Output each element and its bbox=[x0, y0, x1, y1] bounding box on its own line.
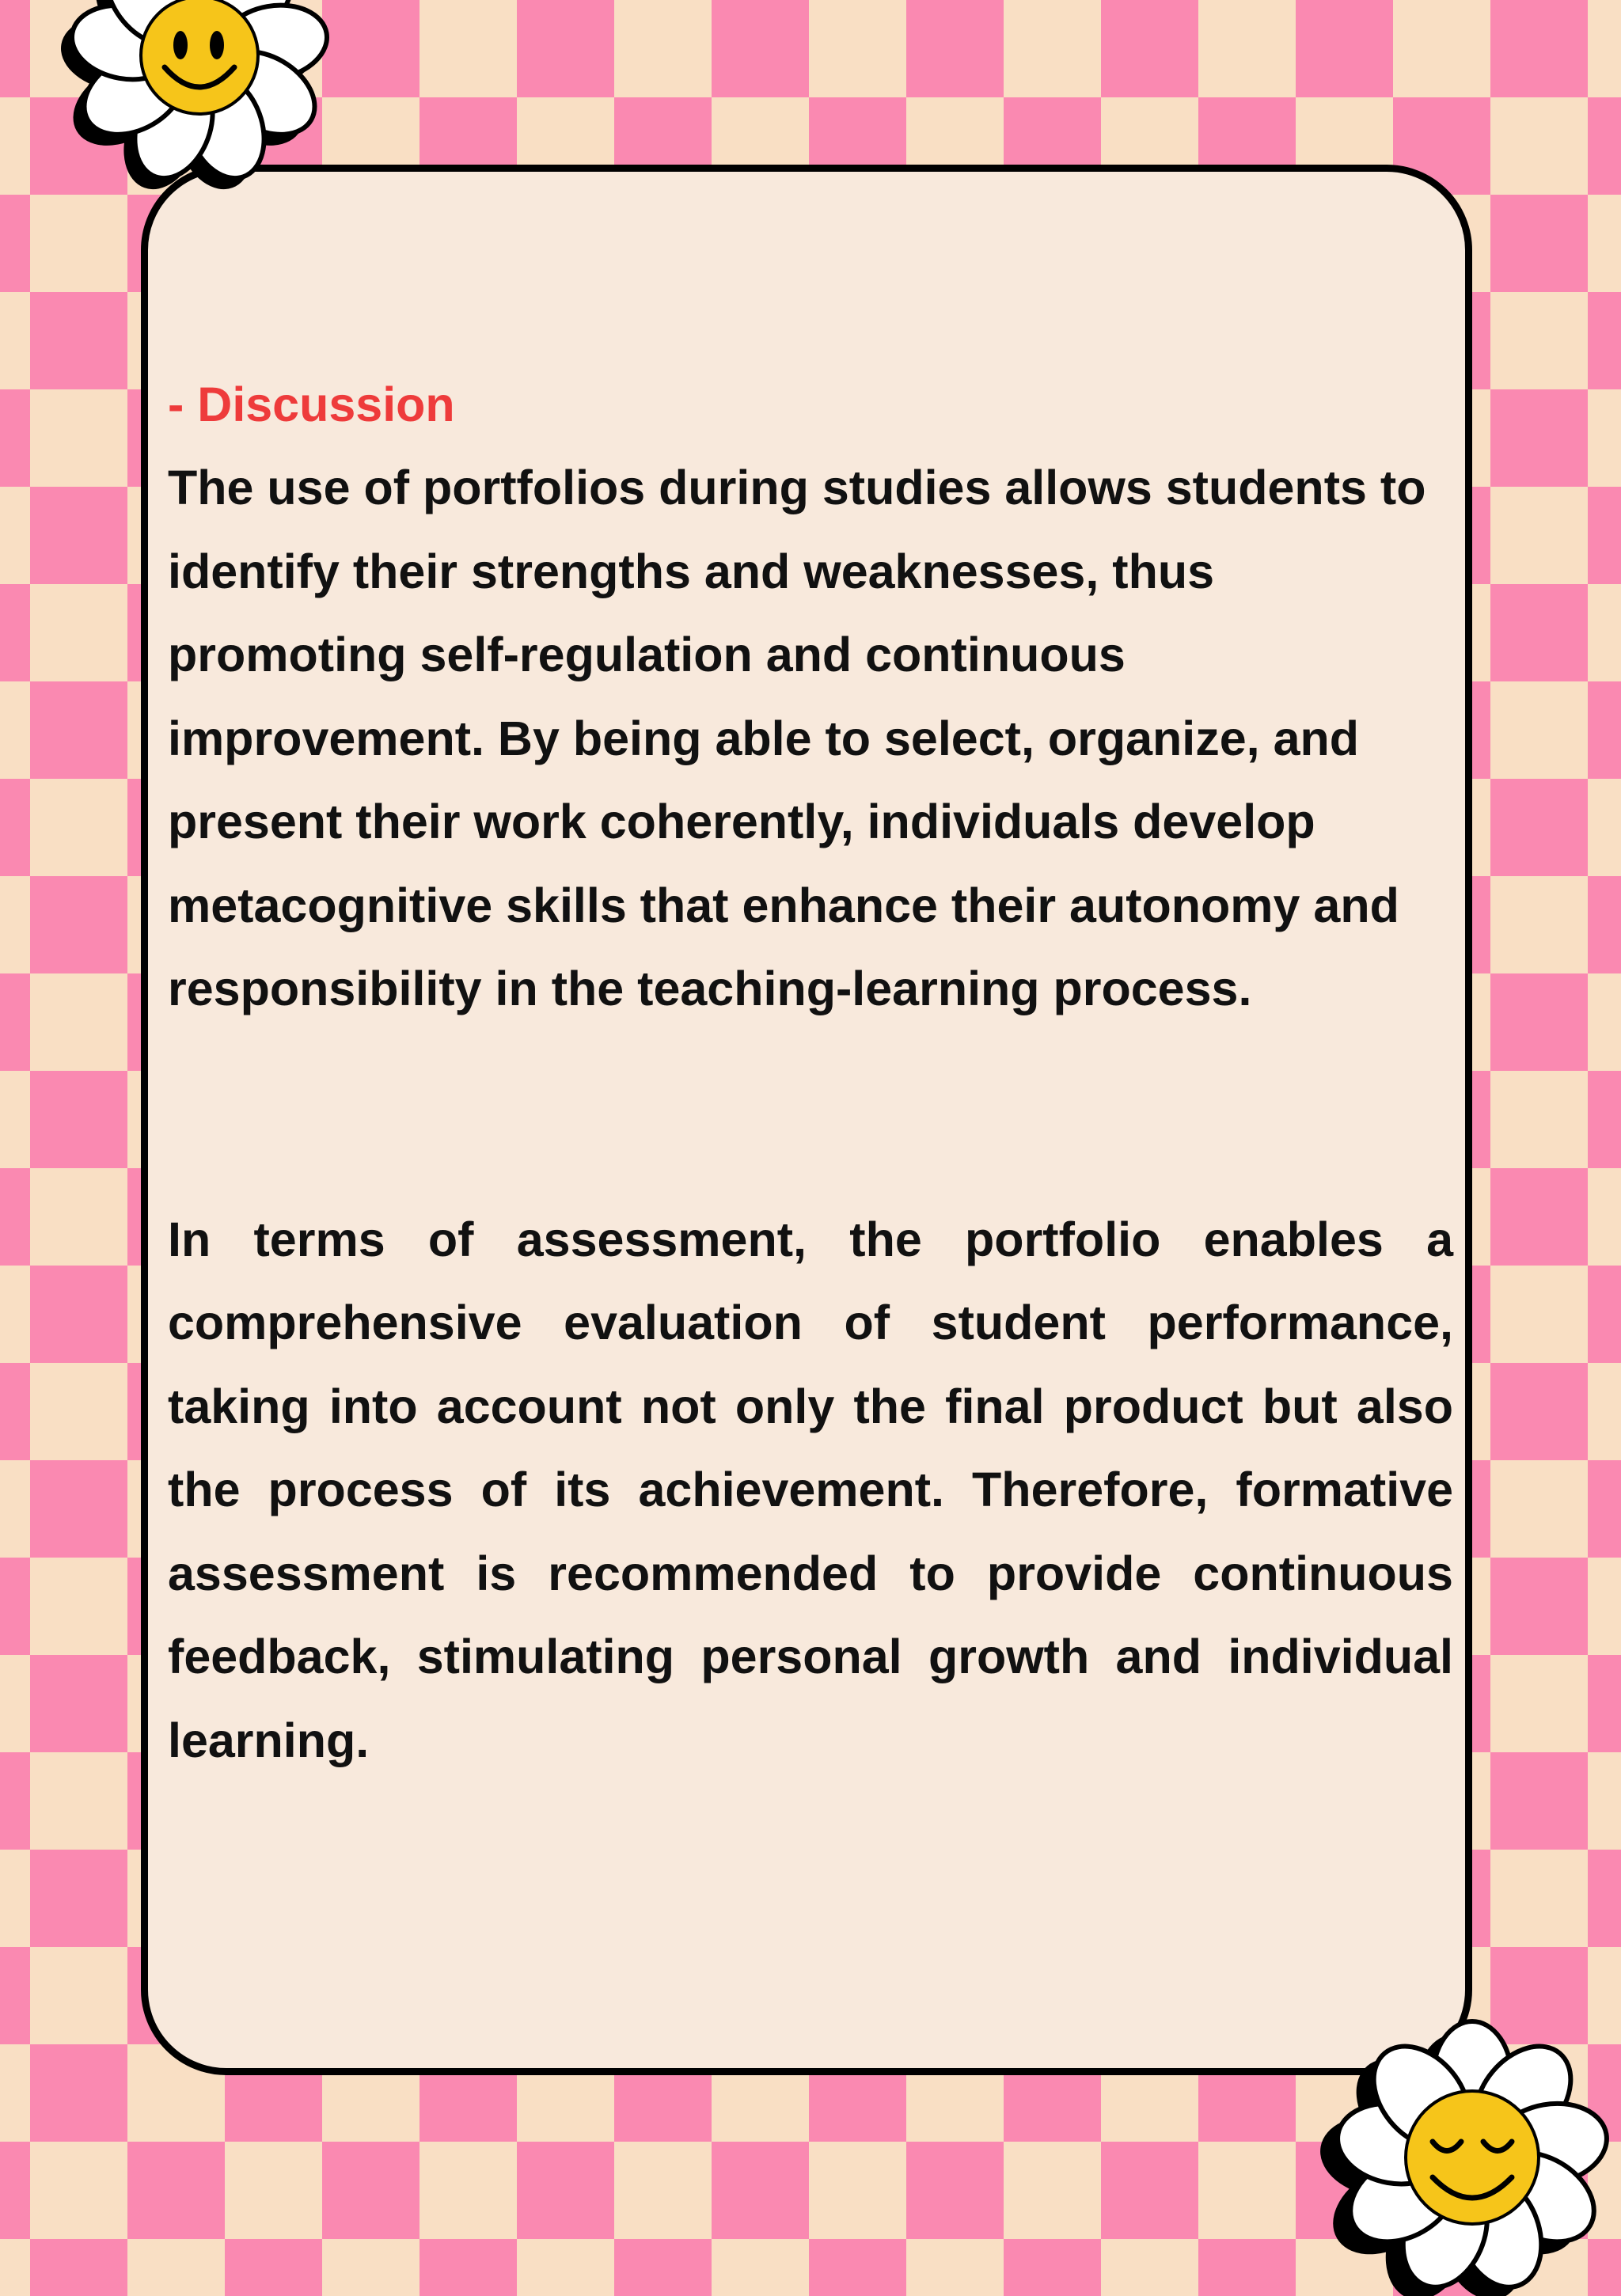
sleeping-daisy-icon bbox=[1314, 2011, 1621, 2296]
paragraph-assessment: In terms of assessment, the portfolio enables a comprehensive evaluation of student performance, taking into account not only the final product but also the process of its achievement. Therefore, formative assessment is recommended to provide continuous feedback, stimulating personal growth and individual learning. bbox=[168, 1212, 1453, 1767]
smiling-daisy-icon bbox=[47, 0, 334, 233]
section-heading: - Discussion bbox=[168, 378, 455, 431]
paragraph-portfolios: The use of portfolios during studies allows students to identify their strengths and weaknesses, thus promoting self-regulation and continuous improvement. By being able to select, organize, and present their work coherently, individuals develop metacognitive skills that enhance their autonomy and responsibility in the teaching-learning process. bbox=[168, 461, 1426, 1015]
discussion-section bbox=[168, 362, 1453, 1782]
